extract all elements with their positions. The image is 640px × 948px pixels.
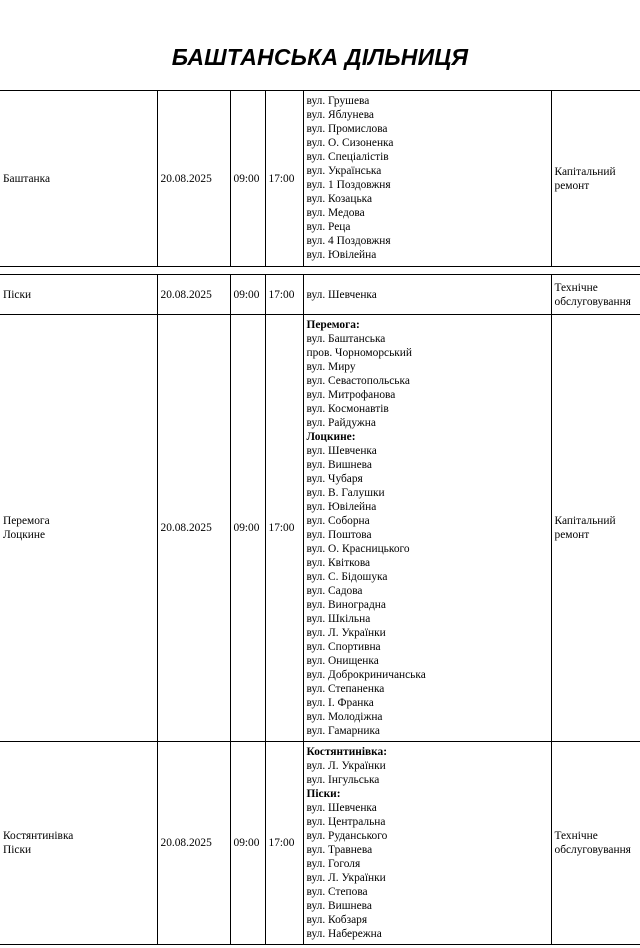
settlement-name: Костянтинівка	[3, 830, 74, 842]
settlement-name: Перемога	[3, 515, 50, 527]
street-item: вул. Травнева	[306, 844, 373, 856]
street-item: вул. 4 Поздовжня	[306, 235, 391, 247]
streets-cell	[303, 91, 551, 267]
end-time-cell: 17:00	[265, 275, 303, 315]
street-item: вул. Спортивна	[306, 641, 381, 653]
work-type-cell	[551, 315, 640, 742]
schedule-table-body	[0, 91, 640, 945]
street-item: вул. Молодіжна	[306, 711, 383, 723]
street-item: вул. Ювілейна	[306, 501, 377, 513]
street-item: вул. І. Франка	[306, 697, 374, 709]
work-type-line: ремонт	[554, 179, 590, 192]
street-item: вул. Степова	[306, 886, 368, 898]
street-item: вул. Набережна	[306, 928, 382, 940]
street-item: вул. Степаненка	[306, 683, 385, 695]
street-item: вул. Севастопольська	[306, 375, 410, 387]
table-row	[0, 742, 640, 945]
street-item: вул. С. Бідошука	[306, 571, 388, 583]
street-item: вул. Грушева	[306, 95, 370, 107]
street-item: вул. Поштова	[306, 529, 372, 541]
spacer-cell	[0, 267, 157, 275]
date-cell: 20.08.2025	[157, 275, 230, 315]
street-item: вул. Шевченка	[306, 445, 377, 457]
street-item: вул. Козацька	[306, 193, 373, 205]
work-type-line: Капітальний	[554, 165, 616, 178]
start-time-cell: 09:00	[230, 742, 265, 945]
start-time-cell: 09:00	[230, 91, 265, 267]
work-type-line: Технічне	[554, 830, 598, 842]
street-item: вул. Виноградна	[306, 599, 386, 611]
street-item: вул. Райдужна	[306, 417, 376, 429]
street-item: вул. Ювілейна	[306, 249, 377, 261]
work-type-cell	[551, 742, 640, 945]
page-title: БАШТАНСЬКА ДІЛЬНИЦЯ	[171, 44, 469, 70]
street-item: вул. Реца	[306, 221, 351, 233]
street-item: вул. Космонавтів	[306, 403, 389, 415]
settlement-cell	[0, 91, 157, 267]
settlement-cell	[0, 742, 157, 945]
work-type-line: Капітальний	[554, 515, 616, 527]
settlement-name: Піски	[3, 288, 32, 301]
street-item: вул. Л. Українки	[306, 627, 386, 639]
work-type-cell	[551, 275, 640, 315]
streets-cell	[303, 742, 551, 945]
street-item: вул. Спеціалістів	[306, 151, 389, 163]
street-item: вул. Кобзаря	[306, 914, 368, 926]
street-item: пров. Чорноморський	[306, 347, 413, 359]
street-item: вул. В. Галушки	[306, 487, 385, 499]
work-type-line: Технічне	[554, 281, 598, 294]
street-item: вул. Садова	[306, 585, 363, 597]
street-item: вул. Центральна	[306, 816, 386, 828]
spacer-cell	[265, 267, 303, 275]
table-row	[0, 315, 640, 742]
date-cell: 20.08.2025	[157, 742, 230, 945]
street-item: вул. Миру	[306, 361, 356, 373]
street-item: вул. Квіткова	[306, 557, 371, 569]
street-item: вул. Шевченка	[306, 802, 377, 814]
table-row	[0, 275, 640, 315]
start-time-cell: 09:00	[230, 275, 265, 315]
street-item: вул. О. Красницького	[306, 543, 410, 555]
streets-cell	[303, 315, 551, 742]
end-time-cell: 17:00	[265, 315, 303, 742]
spacer-cell	[551, 267, 640, 275]
spacer-cell	[230, 267, 265, 275]
work-type-line: обслуговування	[554, 295, 631, 308]
locality-heading: Лоцкине:	[306, 431, 356, 443]
street-item: вул. Інгульська	[306, 774, 380, 786]
locality-heading: Перемога:	[306, 319, 360, 331]
street-item: вул. Доброкриничанська	[306, 669, 426, 681]
street-item: вул. 1 Поздовжня	[306, 179, 391, 191]
date-cell: 20.08.2025	[157, 315, 230, 742]
spacer-cell	[303, 267, 551, 275]
work-type-line: обслуговування	[554, 844, 631, 856]
start-time-cell: 09:00	[230, 315, 265, 742]
street-item: вул. Вишнева	[306, 900, 372, 912]
street-item: вул. Онищенка	[306, 655, 379, 667]
row-spacer	[0, 267, 640, 275]
settlement-name: Піски	[3, 844, 32, 856]
street-item: вул. Руданського	[306, 830, 388, 842]
street-item: вул. Медова	[306, 207, 365, 219]
street-item: вул. Вишнева	[306, 459, 372, 471]
street-item: вул. Баштанська	[306, 333, 386, 345]
settlement-name: Лоцкине	[3, 529, 46, 541]
end-time-cell: 17:00	[265, 742, 303, 945]
street-item: вул. Гамарника	[306, 725, 380, 737]
street-item: вул. Гоголя	[306, 858, 361, 870]
street-item: вул. О. Сизоненка	[306, 137, 394, 149]
locality-heading: Костянтинівка:	[306, 746, 388, 758]
streets-cell	[303, 275, 551, 315]
street-item: вул. Л. Українки	[306, 872, 386, 884]
date-cell: 20.08.2025	[157, 91, 230, 267]
settlement-cell	[0, 315, 157, 742]
locality-heading: Піски:	[306, 788, 341, 800]
work-type-cell	[551, 91, 640, 267]
street-item: вул. Митрофанова	[306, 389, 396, 401]
street-item: вул. Яблунева	[306, 109, 374, 121]
street-item: вул. Шкільна	[306, 613, 371, 625]
street-item: вул. Л. Українки	[306, 760, 386, 772]
work-type-line: ремонт	[554, 529, 590, 541]
street-item: вул. Промислова	[306, 123, 388, 135]
street-item: вул. Українська	[306, 165, 382, 177]
table-row	[0, 91, 640, 267]
settlement-cell	[0, 275, 157, 315]
street-item: вул. Соборна	[306, 515, 370, 527]
settlement-name: Баштанка	[3, 172, 51, 185]
end-time-cell: 17:00	[265, 91, 303, 267]
spacer-cell	[157, 267, 230, 275]
street-item: вул. Чубаря	[306, 473, 363, 485]
street-item: вул. Шевченка	[306, 288, 377, 301]
outage-schedule-table	[0, 90, 640, 945]
